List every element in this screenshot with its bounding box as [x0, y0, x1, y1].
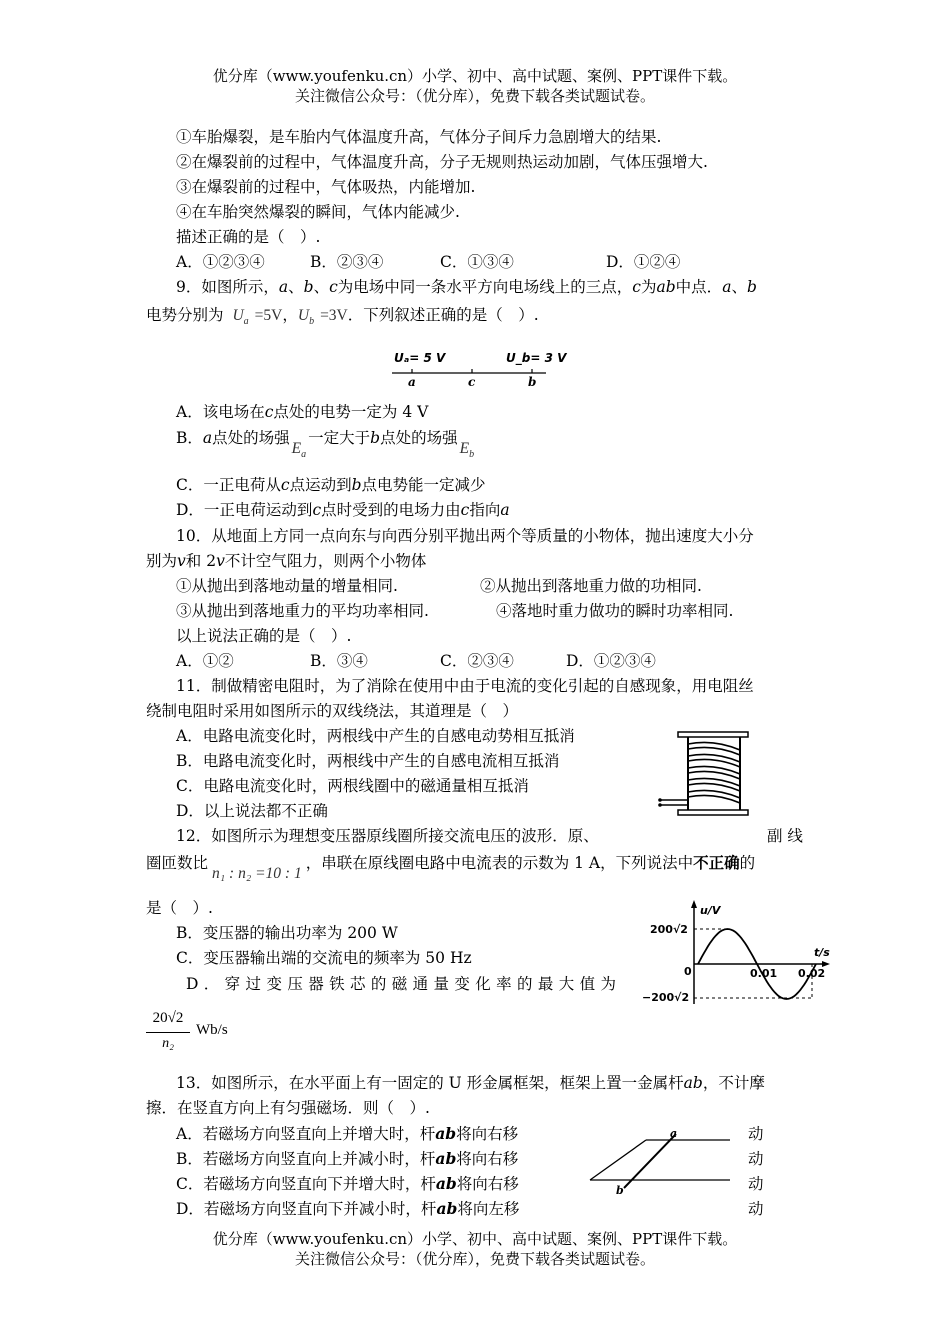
var-ab: ab [436, 1199, 458, 1218]
x-tick-001: 0.01 [750, 967, 778, 980]
fraction-bar [146, 1032, 190, 1033]
y-max-label: 200√2 [650, 923, 688, 936]
q13-text: A．若磁场方向竖直向上并增大时，杆 [176, 1125, 436, 1143]
eb-subscript: b [469, 449, 475, 461]
sep: 、 [731, 278, 747, 296]
q10-statement-4: ④落地时重力做功的瞬时功率相同. [496, 602, 734, 620]
q13-option-a-end: 动 [748, 1125, 764, 1143]
var-ab: ab [656, 278, 676, 296]
var-b: b [746, 278, 757, 296]
u-frame-figure [586, 1128, 736, 1198]
q10-text: 不计空气阻力，则两个小物体 [224, 552, 427, 570]
footer-line-2: 关注微信公众号：（优分库），免费下载各类试题试卷。 [294, 1250, 655, 1268]
field-line-figure [388, 346, 567, 392]
ua-symbol: U [232, 307, 244, 324]
q9-text: C．一正电荷从 [176, 476, 281, 494]
var-b: b [370, 429, 381, 447]
sep: ， [282, 306, 298, 324]
q9-line-2 [146, 305, 539, 332]
q13-line-2: 擦．在竖直方向上有匀强磁场．则（ ）. [146, 1099, 430, 1117]
q10-text: 别为 [146, 552, 178, 570]
sep: 、 [313, 278, 330, 296]
header-line-2: 关注微信公众号：（优分库），免费下载各类试题试卷。 [294, 87, 655, 105]
q13-option-d-end: 动 [748, 1200, 764, 1218]
var-a: a [202, 429, 213, 447]
q9-text: 中点． [675, 278, 723, 296]
var-ab: ab [435, 1149, 457, 1168]
coil-bottom-plate [678, 810, 748, 815]
q9-option-b [176, 428, 476, 462]
q9-text: B． [176, 429, 203, 447]
q10-text: 和 2 [185, 552, 217, 570]
q8-option-a: A．①②③④ [176, 253, 265, 271]
q8-option-c: C．①③④ [440, 253, 514, 271]
var-c: c [312, 501, 322, 519]
q9-text: A．该电场在 [176, 403, 265, 421]
ub-value: =3V [320, 307, 348, 324]
fraction-unit: Wb/s [196, 1022, 228, 1038]
var-v: v [177, 552, 186, 570]
q10-line-1: 10．从地面上方同一点向东与向西分别平抛出两个等质量的小物体，抛出速度大小分 [176, 527, 754, 545]
q8-option-d: D．①②④ [606, 253, 681, 271]
fig-point-c: c [468, 375, 476, 389]
q13-option-b [176, 1149, 518, 1169]
y-axis-arrow [691, 900, 697, 908]
sep: 、 [288, 278, 304, 296]
var-b: b [351, 476, 362, 494]
q9-text: 指向 [469, 501, 501, 519]
q12-line-3: 是（ ）. [146, 899, 213, 917]
ub-subscript: b [309, 316, 315, 328]
q13-option-d [176, 1199, 519, 1219]
q8-statement-4: ④在车胎突然爆裂的瞬间，气体内能减少. [176, 203, 460, 221]
q9-text: 9．如图所示， [176, 278, 279, 296]
q9-text: 为电场中同一条水平方向电场线上的三点， [337, 278, 633, 296]
q12-line-1: 12．如图所示为理想变压器原线圈所接交流电压的波形．原、 [176, 827, 599, 845]
q10-option-b: B．③④ [310, 652, 368, 670]
var-c: c [329, 278, 338, 296]
q13-text: C．若磁场方向竖直向下并增大时，杆 [176, 1175, 436, 1193]
var-c: c [280, 476, 290, 494]
fraction-numerator: 20√2 [152, 1010, 184, 1026]
q9-text: 电势分别为 [146, 306, 224, 324]
q9-text: 点处的电势一定为 4 V [273, 403, 429, 421]
origin-label: 0 [684, 965, 692, 978]
q9-line-1 [176, 277, 757, 297]
q12-line-2 [146, 853, 756, 882]
q8-statement-3: ③在爆裂前的过程中，气体吸热，内能增加. [176, 178, 476, 196]
var-b: b [303, 278, 314, 296]
flux-rate-fraction [146, 1010, 256, 1058]
q12-text: ，串联在原线圈电路中电流表的示数为 1 A，下列说法中 [305, 854, 694, 872]
ea-subscript: a [301, 449, 307, 461]
turns-ratio: n₁ : n₂ =10 : 1 [212, 865, 302, 882]
bifilar-coil-figure [656, 728, 756, 820]
coil-windings [688, 742, 740, 803]
q8-statement-1: ①车胎爆裂，是车胎内气体温度升高，气体分子间斥力急剧增大的结果. [176, 128, 662, 146]
coil-terminal-2 [658, 803, 662, 807]
fig-point-a: a [408, 375, 416, 389]
fraction-denominator: n₂ [162, 1036, 174, 1051]
q13-text: D．若磁场方向竖直向下并减小时，杆 [176, 1200, 437, 1218]
q12-option-d: D．穿过变压器铁芯的磁通量变化率的最大值为 [186, 975, 616, 993]
coil-top-plate [678, 732, 748, 737]
q13-option-a [176, 1124, 518, 1144]
q12-text: 的 [739, 854, 756, 872]
q12-emphasis: 不正确 [693, 853, 740, 872]
q9-text: 一定大于 [308, 429, 371, 447]
x-tick-002: 0.02 [798, 967, 826, 980]
q9-option-d [176, 500, 510, 520]
q9-option-c [176, 475, 486, 495]
q13-option-c-end: 动 [748, 1175, 764, 1193]
var-ab: ab [683, 1074, 703, 1092]
q8-statement-2: ②在爆裂前的过程中，气体温度升高，分子无规则热运动加剧，气体压强增大. [176, 153, 708, 171]
q13-line-1 [176, 1073, 765, 1093]
var-c: c [460, 501, 470, 519]
q10-option-a: A．①② [176, 652, 234, 670]
ub-symbol: U [297, 307, 310, 324]
var-a: a [500, 501, 510, 519]
q9-text: 点处的场强 [212, 429, 290, 447]
q8-option-b: B．②③④ [310, 253, 384, 271]
var-ab: ab [435, 1174, 457, 1193]
q13-text: 将向右移 [456, 1125, 519, 1143]
y-min-label: −200√2 [642, 991, 690, 1004]
q11-option-b: B．电路电流变化时，两根线中产生的自感电流相互抵消 [176, 752, 560, 770]
var-a: a [278, 278, 289, 296]
q10-option-c: C．②③④ [440, 652, 514, 670]
q10-line-2 [146, 551, 426, 571]
rod-label-b: b [616, 1184, 624, 1197]
header-line-1: 优分库（www.youfenku.cn）小学、初中、高中试题、案例、PPT课件下载。 [212, 67, 738, 85]
var-ab: ab [435, 1124, 457, 1143]
q13-option-c [176, 1174, 519, 1194]
q10-option-d: D．①②③④ [566, 652, 656, 670]
q13-text: B．若磁场方向竖直向上并减小时，杆 [176, 1150, 436, 1168]
ua-value: =5V [254, 307, 283, 324]
q9-text: ．下列叙述正确的是（ ）. [347, 306, 539, 324]
q9-text: 点处的场强 [380, 429, 458, 447]
var-a: a [722, 278, 732, 296]
q13-text: ，不计摩 [702, 1074, 765, 1092]
q9-text: D．一正电荷运动到 [176, 501, 313, 519]
q13-text: 将向左移 [457, 1200, 520, 1218]
fig-ua-label: Uₐ= 5 V [394, 351, 446, 365]
var-c: c [632, 278, 641, 296]
q12-line-1-right: 副 线 [767, 827, 803, 845]
fig-ub-label: U_b= 3 V [506, 351, 567, 365]
q10-statement-2: ②从抛出到落地重力做的功相同. [480, 577, 702, 595]
q12-option-b: B．变压器的输出功率为 200 W [176, 924, 398, 942]
q9-text: 点时受到的电场力由 [321, 501, 461, 519]
q8-question: 描述正确的是（ ）. [176, 228, 321, 246]
x-axis-label: t/s [814, 946, 830, 959]
ea-symbol: E [291, 440, 302, 457]
q13-text: 将向右移 [456, 1175, 519, 1193]
voltage-waveform-figure [636, 896, 836, 1008]
q13-text: 将向右移 [456, 1150, 519, 1168]
q12-text: 圈匝数比 [146, 854, 209, 872]
q11-option-c: C．电路电流变化时，两根线圈中的磁通量相互抵消 [176, 777, 529, 795]
q11-option-a: A．电路电流变化时，两根线中产生的自感电动势相互抵消 [176, 727, 575, 745]
q9-text: 点电势能一定减少 [361, 476, 486, 494]
q10-statement-3: ③从抛出到落地重力的平均功率相同. [176, 602, 429, 620]
q12-option-c: C．变压器输出端的交流电的频率为 50 Hz [176, 949, 472, 967]
q13-option-b-end: 动 [748, 1150, 764, 1168]
y-axis-label: u/V [700, 904, 721, 917]
q13-text: 13．如图所示，在水平面上有一固定的 U 形金属框架，框架上置一金属杆 [176, 1074, 684, 1092]
var-c: c [264, 403, 274, 421]
ua-subscript: a [243, 316, 249, 328]
var-v: v [216, 552, 225, 570]
rod-label-a: a [670, 1127, 678, 1140]
q11-line-2: 绕制电阻时采用如图所示的双线绕法，其道理是（ ） [146, 702, 519, 720]
q11-line-1: 11．制做精密电阻时，为了消除在使用中由于电流的变化引起的自感现象，用电阻丝 [176, 677, 754, 695]
fig-point-b: b [528, 375, 537, 389]
eb-symbol: E [459, 440, 470, 457]
q11-option-d: D．以上说法都不正确 [176, 802, 328, 820]
q9-text: 点运动到 [289, 476, 352, 494]
coil-terminal-1 [658, 798, 662, 802]
q9-text: 为 [640, 278, 657, 296]
q9-option-a [176, 402, 428, 422]
footer-line-1: 优分库（www.youfenku.cn）小学、初中、高中试题、案例、PPT课件下载。 [212, 1230, 738, 1248]
q10-statement-1: ①从抛出到落地动量的增量相同. [176, 577, 398, 595]
q10-question: 以上说法正确的是（ ）. [176, 627, 352, 645]
